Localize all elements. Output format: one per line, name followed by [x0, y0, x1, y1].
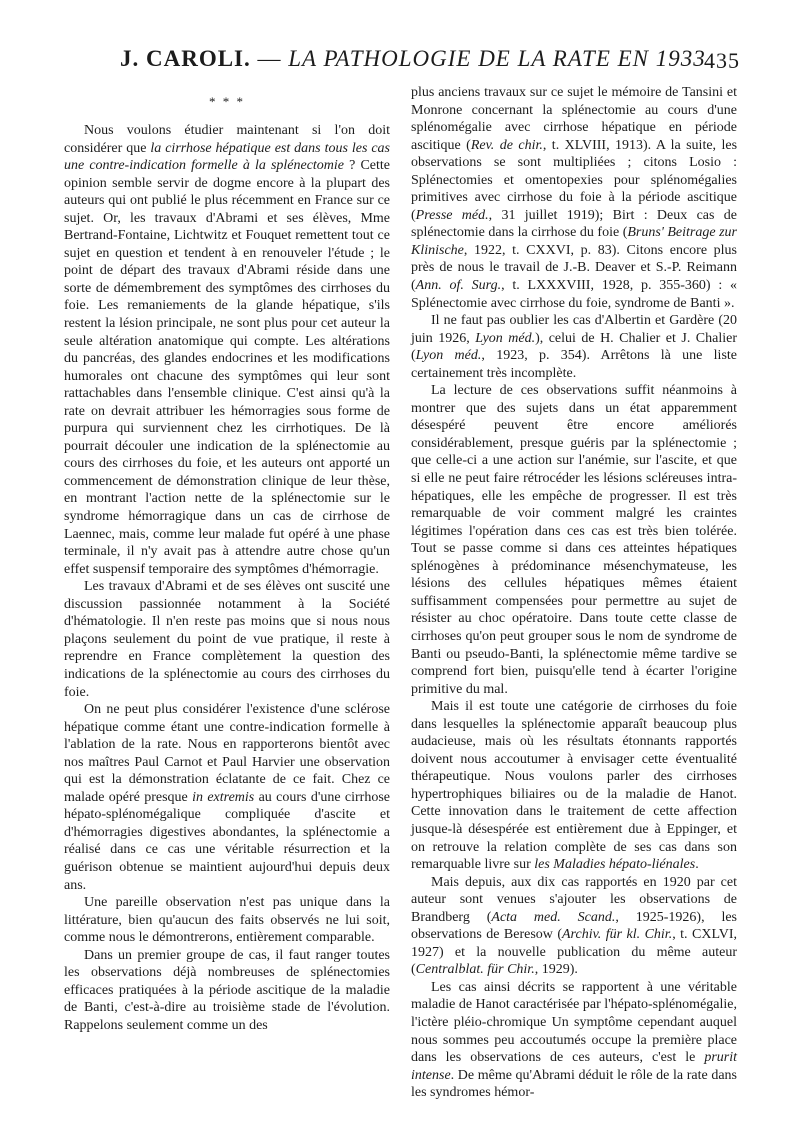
right-paragraph-1	[411, 84, 737, 312]
citation-run: Ann. of. Surg.	[415, 278, 502, 294]
text-run: , t. XLVIII, 1913). A la suite, les observations se sont multipliées ; citons Losio : Splénectomies et omentopexies pour splénomégalies primitives avec cirrhose du foie à la période ascitique (	[411, 137, 738, 223]
text-run: , 31 juillet 1919); Birt : Deux cas de splénectomie dans la cirrhose du foie (	[411, 207, 737, 241]
text-run: . De même qu'Abrami déduit le rôle de la rate dans les syndromes hémor-	[411, 1067, 737, 1101]
right-paragraph-2	[411, 312, 737, 382]
text-run: , 1922, t. CXXVI, p. 83). Citons encore plus près de nous le travail de J.-B. Deaver et S.-P. Reimann (	[411, 242, 737, 294]
text-run: plus anciens travaux sur ce sujet le mémoire de Tansini et Monrone concernant la splénectomie au cours d'une splénomégalie avec cirrhose hépatique en période ascitique (	[411, 85, 737, 153]
page-number: 435	[704, 48, 740, 73]
right-paragraph-3: La lecture de ces observations suffit néanmoins à montrer que des sujets dans un état apparemment désespéré peuvent être encore améliorés considérablement, presque guéris par la splénectomie ; que celle-ci a une action sur l'anémie, sur l'ascite, et que si elle ne peut faire rétrocéder les lésions scléreuses intra-hépatiques, elle les empêche de progresser. Il est très remarquable de voir comment malgré les craintes légitimes l'opération dans ces cas est très bien tolérée. Tout se passe comme si dans ces atteintes hépatiques splénogènes à prédominance mésenchymateuse, les lésions des cellules hépatiques mêmes étaient suffisamment compensées pour permettre au sujet de résister au choc opératoire. Dans toute cette classe de cirrhoses qu'on peut grouper sous le nom de syndrome de Banti ou pseudo-Banti, la splénectomie même tardive se comprend fort bien, puisqu'elle tend à écarter l'origine primitive du mal.	[411, 383, 737, 697]
right-paragraph-4	[411, 698, 737, 873]
left-paragraph-2: Les travaux d'Abrami et de ses élèves ont suscité une discussion passionnée notamment à la Société d'hématologie. Il n'en reste pas moins que si nous nous plaçons seulement du point de vue pratique, il reste à reprendre en France complètement la question des indications de la splénectomie au cours des cirrhoses du foie.	[64, 579, 390, 700]
running-head	[60, 40, 740, 76]
citation-run: Centralblat. für Chir.	[415, 962, 535, 978]
citation-run: Acta med. Scand.	[491, 909, 616, 925]
text-run: Mais il est toute une catégorie de cirrhoses du foie dans lesquelles la splénectomie apparaît beaucoup plus audacieuse, mais où les résultats étonnants rapportés doivent nous accoutumer à envisager cette éventualité thérapeutique. Nous voulons parler des cirrhoses hypertrophiques biliaires ou de la maladie de Hanot. Cette innovation dans le traitement de cette affection jusque-là désespérée est entièrement due à Eppinger, et on retrouve la relation complète de ses cas dans son remarquable livre sur	[411, 699, 737, 873]
citation-run: Archiv. für kl. Chir.	[562, 927, 673, 943]
text-run: On ne peut plus considérer l'existence d'une sclérose hépatique comme étant une contre-indication formelle à l'ablation de la rate. Nous en rapporterons bientôt avec nos maîtres Paul Carnot et Paul Harvier une observation qui est la démonstration éclatante de ce fait. Chez ce malade opéré presque	[64, 702, 390, 805]
right-paragraph-6	[411, 979, 737, 1102]
running-title	[120, 46, 706, 72]
italic-run: les Maladies hépato-liénales	[534, 857, 696, 873]
text-run: Nous voulons étudier maintenant si l'on doit considérer que	[64, 123, 390, 156]
text-run: , 1929).	[534, 962, 578, 978]
left-paragraph-3	[64, 701, 390, 894]
text-run: , 1925-1926), les observations de Beresow (	[411, 909, 737, 943]
right-column	[411, 84, 737, 1102]
text-run: au cours d'une cirrhose hépato-splénomégalique compliquée d'ascite et d'hémorragies digestives abondantes, la splénectomie a réalisé dans ce cas une véritable résurrection et la guérison obtenue se maintient aujourd'hui depuis deux ans.	[64, 789, 390, 893]
section-asterism: * * *	[209, 94, 245, 109]
italic-run: la cirrhose hépatique est dans tous les cas une contre-indication formelle à la splénectomie	[64, 140, 390, 174]
text-run: , t. LXXXVIII, 1928, p. 355-360) : « Splénectomie avec cirrhose du foie, syndrome de Banti ».	[411, 278, 737, 311]
text-run: ), celui de H. Chalier et J. Chalier (	[411, 330, 737, 364]
italic-run: in extremis	[192, 789, 255, 805]
citation-run: Lyon méd.	[415, 348, 482, 364]
text-run: Mais depuis, aux dix cas rapportés en 1920 par cet auteur sont venues s'ajouter les observations de Brandberg (	[411, 874, 737, 925]
left-paragraph-1	[64, 122, 390, 578]
right-paragraph-5	[411, 874, 737, 979]
text-run: , t. CXLVI, 1927) et la nouvelle publication du même auteur (	[411, 927, 737, 978]
text-run: .	[695, 857, 699, 873]
running-head-subject: LA PATHOLOGIE DE LA RATE EN 1933	[288, 46, 706, 71]
left-column	[64, 84, 390, 1034]
text-run: Les cas ainsi décrits se rapportent à une véritable maladie de Hanot caractérisée par l'hépato-splénomégalie, l'ictère pléio-chromique Un symptôme cependant auquel nous sommes peu accoutumés occupe la première place dans les observations de ces auteurs, c'est le	[411, 979, 737, 1066]
citation-run: Bruns' Beitrage zur Klinische	[411, 225, 737, 258]
left-paragraph-4: Une pareille observation n'est pas unique dans la littérature, bien qu'aucun des faits observés ne lui soit, comme nous le démontrerons, entièrement comparable.	[64, 895, 390, 946]
running-head-author: J. CAROLI.	[120, 46, 251, 71]
citation-run: Rev. de chir.	[470, 137, 543, 153]
citation-run: Presse méd.	[415, 207, 489, 223]
text-run: ? Cette opinion semble servir de dogme encore à la plupart des auteurs qui ont publié le plus récemment en France sur ce sujet. Or, les travaux d'Abrami et ses élèves, Mme Bertrand-Fontaine, Lichtwitz et Fouquet remettent tout ce sujet en question et tendent à en renouveler l'étude ; le point de départ des travaux d'Abrami réside dans une sorte de démembrement des symptômes des cirrhoses du foie. Les remaniements de la glande hépatique, s'ils restent la lésion principale, ne sont plus pour cet auteur la seule altération anatomique qui compte. Les altérations du pancréas, des glandes endocrines et les modifications humorales ont chacune des symptômes qui leur sont rattachables dans l'ensemble clinique. C'est ainsi qu'à la rate on devrait attribuer les hémorragies sous forme de purpura qui surviennent chez les cirrhotiques. De là pourrait découler une indication de la splénectomie au cours des cirrhoses du foie, et les auteurs ont apporté un commencement de démonstration clinique de leur thèse, en montrant l'action nette de la splénectomie sur le syndrome hémorragique dans un cas de cirrhose de Laennec, mais, comme leur malade fut opéré à une phase terminale, il n'y avait pas à attendre autre chose qu'un effet suspensif temporaire des symptômes d'hémorragie.	[64, 158, 390, 577]
text-run: Il ne faut pas oublier les cas d'Albertin et Gardère (20 juin 1926,	[411, 313, 737, 346]
citation-run: Lyon méd.	[475, 330, 536, 346]
text-run: , 1923, p. 354). Arrêtons là une liste certainement très incomplète.	[411, 348, 737, 381]
left-paragraph-5: Dans un premier groupe de cas, il faut ranger toutes les observations déjà nombreuses de splénectomies efficaces pratiquées à la période ascitique de la maladie de Banti, c'est-à-dire au troisième stade de l'évolution. Rappelons seulement comme un des	[64, 947, 390, 1033]
italic-run: prurit intense	[411, 1050, 737, 1083]
running-head-separator: —	[250, 46, 289, 71]
